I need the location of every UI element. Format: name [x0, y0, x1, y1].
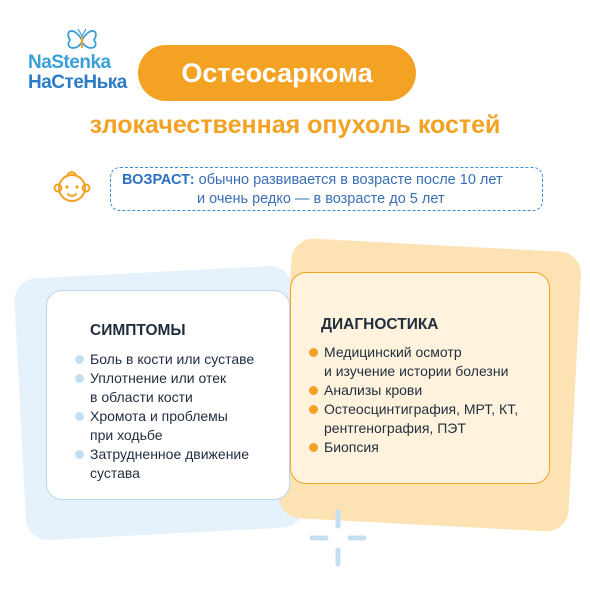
list-item — [310, 343, 540, 381]
logo-text-cyrillic: НаСтеНька — [28, 72, 127, 93]
page-subtitle: злокачественная опухоль костей — [89, 111, 501, 139]
symptoms-list — [76, 350, 286, 483]
list-item-text: Хромота и проблемы — [90, 408, 228, 424]
bullet-dot — [75, 450, 84, 459]
logo-text-latin: NaStenka — [28, 52, 111, 73]
bullet-dot — [75, 355, 84, 364]
list-item-text: Анализы крови — [324, 382, 423, 398]
list-item — [310, 400, 540, 438]
diagnostics-title: ДИАГНОСТИКА — [321, 316, 439, 333]
list-item — [76, 445, 286, 483]
list-item-text: Затрудненное движение — [90, 446, 250, 462]
list-item-text: Боль в кости или суставе — [90, 351, 255, 367]
list-item — [76, 407, 286, 445]
symptoms-title: СИМПТОМЫ — [90, 322, 186, 339]
list-item-text: Остеосцинтиграфия, МРТ, КТ, — [324, 401, 519, 417]
age-label: ВОЗРАСТ: — [122, 172, 195, 188]
age-text-1: обычно развивается в возрасте после 10 лет — [198, 172, 503, 188]
diagnostics-list — [310, 343, 540, 457]
bullet-dot — [75, 374, 84, 383]
age-line-1 — [122, 171, 503, 190]
bullet-dot — [309, 405, 318, 414]
list-item-text: рентгенография, ПЭТ — [324, 420, 466, 436]
list-item — [310, 381, 540, 400]
sparkle-icon — [308, 508, 368, 568]
logo — [24, 24, 134, 104]
list-item — [310, 438, 540, 457]
list-item-text: Уплотнение или отек — [90, 370, 227, 386]
page-title — [138, 45, 416, 101]
list-item-text: при ходьбе — [90, 427, 163, 443]
bullet-dot — [309, 348, 318, 357]
butterfly-icon — [62, 26, 102, 54]
list-item-text: и изучение истории болезни — [324, 363, 509, 379]
list-item-text: сустава — [90, 465, 140, 481]
list-item — [76, 369, 286, 407]
list-item-text: Медицинский осмотр — [324, 344, 462, 360]
bullet-dot — [309, 443, 318, 452]
bullet-dot — [75, 412, 84, 421]
baby-face-icon — [52, 167, 92, 207]
list-item — [76, 350, 286, 369]
list-item-text: Биопсия — [324, 439, 379, 455]
bullet-dot — [309, 386, 318, 395]
age-text-2: и очень редко — в возрасте до 5 лет — [197, 191, 445, 207]
age-info-box — [110, 167, 543, 211]
list-item-text: в области кости — [90, 389, 193, 405]
page-title-text: Остеосаркома — [181, 57, 373, 88]
